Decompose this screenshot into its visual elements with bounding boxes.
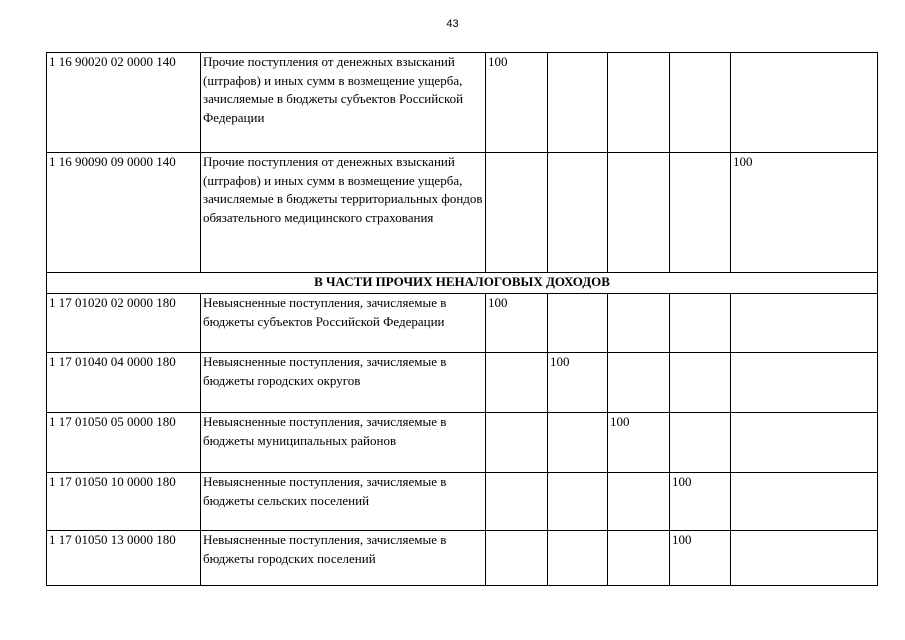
value-cell [608, 53, 670, 153]
revenue-code: 1 17 01020 02 0000 180 [47, 294, 201, 353]
value-cell: 100 [670, 473, 731, 531]
value-cell [608, 531, 670, 586]
revenue-description: Невыясненные поступления, зачисляемые в бюджеты субъектов Российской Федерации [201, 294, 486, 353]
value-cell [670, 353, 731, 413]
value-cell [486, 531, 548, 586]
revenue-description: Невыясненные поступления, зачисляемые в бюджеты муниципальных районов [201, 413, 486, 473]
value-cell [731, 413, 878, 473]
value-cell [608, 473, 670, 531]
budget-classification-table [46, 52, 878, 586]
revenue-description: Невыясненные поступления, зачисляемые в бюджеты городских округов [201, 353, 486, 413]
value-cell [670, 294, 731, 353]
value-cell [731, 294, 878, 353]
value-cell [670, 53, 731, 153]
section-title: В ЧАСТИ ПРОЧИХ НЕНАЛОГОВЫХ ДОХОДОВ [47, 273, 878, 294]
value-cell [548, 531, 608, 586]
value-cell [608, 294, 670, 353]
value-cell [670, 153, 731, 273]
value-cell: 100 [486, 53, 548, 153]
table-row [47, 531, 878, 586]
value-cell [548, 53, 608, 153]
table-row [47, 413, 878, 473]
table-row [47, 53, 878, 153]
value-cell [548, 473, 608, 531]
revenue-code: 1 16 90090 09 0000 140 [47, 153, 201, 273]
value-cell: 100 [670, 531, 731, 586]
value-cell [548, 413, 608, 473]
revenue-description: Невыясненные поступления, зачисляемые в бюджеты сельских поселений [201, 473, 486, 531]
value-cell [548, 153, 608, 273]
value-cell [670, 413, 731, 473]
revenue-code: 1 16 90020 02 0000 140 [47, 53, 201, 153]
revenue-description: Невыясненные поступления, зачисляемые в бюджеты городских поселений [201, 531, 486, 586]
value-cell [548, 294, 608, 353]
revenue-code: 1 17 01040 04 0000 180 [47, 353, 201, 413]
value-cell [486, 353, 548, 413]
page-number: 43 [446, 18, 459, 30]
value-cell [486, 473, 548, 531]
value-cell [608, 353, 670, 413]
value-cell: 100 [608, 413, 670, 473]
revenue-code: 1 17 01050 10 0000 180 [47, 473, 201, 531]
table-row [47, 353, 878, 413]
value-cell: 100 [486, 294, 548, 353]
revenue-description: Прочие поступления от денежных взысканий (штрафов) и иных сумм в возмещение ущерба, зачисляемые в бюджеты территориальных фондов обязательного медицинского страхования [201, 153, 486, 273]
value-cell [731, 531, 878, 586]
revenue-description: Прочие поступления от денежных взысканий (штрафов) и иных сумм в возмещение ущерба, зачисляемые в бюджеты субъектов Российской Федерации [201, 53, 486, 153]
value-cell [731, 473, 878, 531]
value-cell: 100 [731, 153, 878, 273]
revenue-code: 1 17 01050 05 0000 180 [47, 413, 201, 473]
value-cell [486, 153, 548, 273]
revenue-code: 1 17 01050 13 0000 180 [47, 531, 201, 586]
section-row [47, 273, 878, 294]
value-cell [608, 153, 670, 273]
value-cell: 100 [548, 353, 608, 413]
table-row [47, 294, 878, 353]
value-cell [486, 413, 548, 473]
value-cell [731, 353, 878, 413]
table-row [47, 153, 878, 273]
table-row [47, 473, 878, 531]
value-cell [731, 53, 878, 153]
